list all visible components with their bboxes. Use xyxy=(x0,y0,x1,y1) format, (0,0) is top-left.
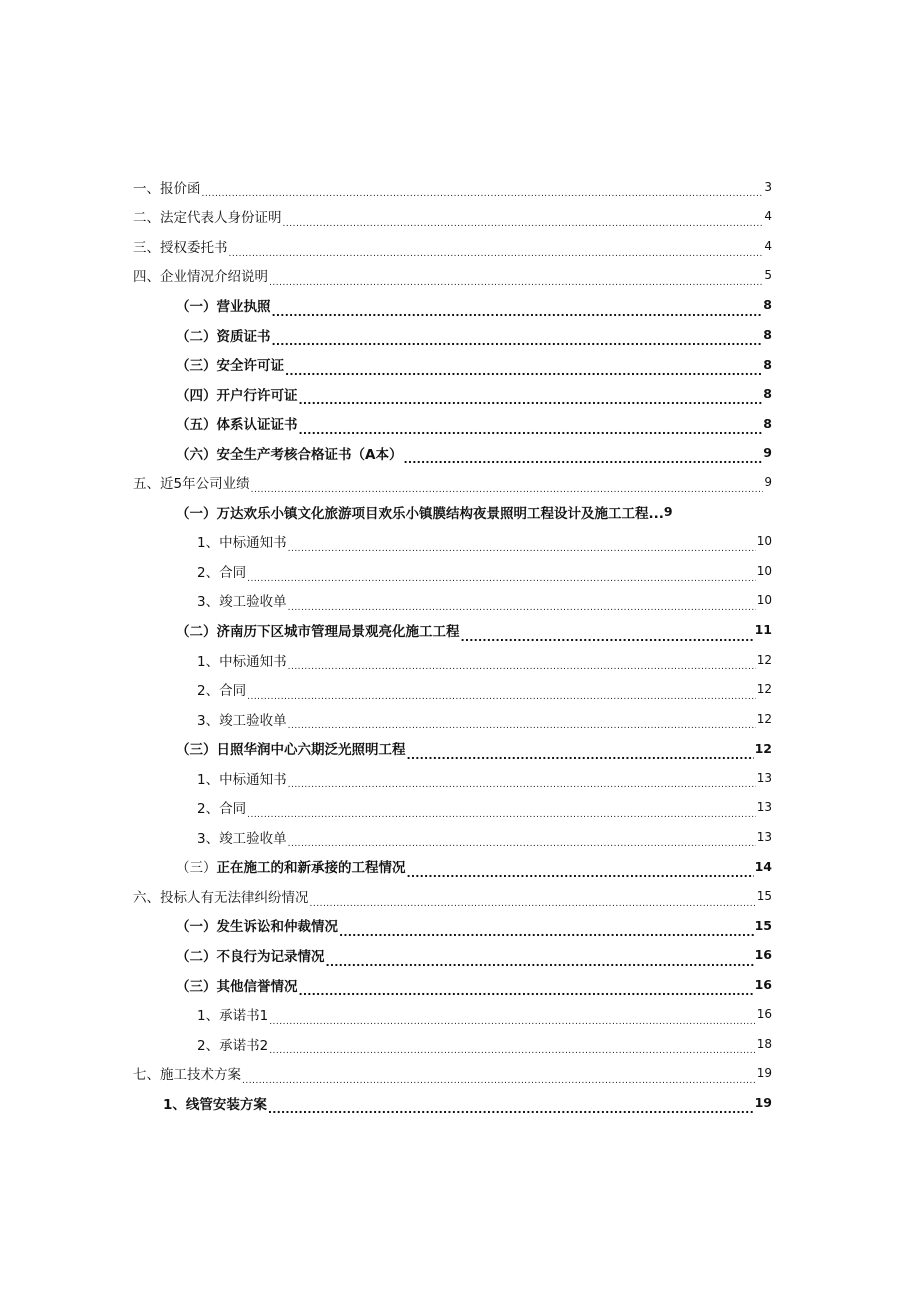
toc-entry-label: （二）不良行为记录情况 xyxy=(176,948,325,965)
toc-page-number: 12 xyxy=(756,652,772,667)
toc-dot-leader xyxy=(326,954,754,966)
toc-entry-label: （二）济南历下区城市管理局景观亮化施工工程 xyxy=(176,623,460,640)
toc-page-number: 13 xyxy=(756,800,772,815)
toc-entry-title: 正在施工的和新承接的工程情况 xyxy=(216,860,406,877)
toc-entry-label xyxy=(176,856,406,876)
toc-dot-leader xyxy=(269,1041,756,1053)
toc-dot-leader xyxy=(283,214,764,226)
toc-entry[interactable] xyxy=(0,497,920,527)
toc-dot-leader xyxy=(268,1101,754,1113)
toc-entry[interactable] xyxy=(0,438,920,468)
toc-entry-label: （三）其他信誉情况 xyxy=(176,978,298,995)
toc-dot-leader xyxy=(407,865,754,877)
toc-page-number: 11 xyxy=(754,622,772,638)
toc-dot-leader xyxy=(310,894,756,906)
toc-dot-leader xyxy=(269,1012,756,1024)
toc-page-number: 10 xyxy=(756,563,772,578)
toc-dot-leader xyxy=(202,184,764,196)
toc-dot-leader xyxy=(288,598,756,610)
toc-page-number: 8 xyxy=(763,356,772,372)
toc-entry-label: （三）安全许可证 xyxy=(176,358,284,375)
toc-entry[interactable] xyxy=(0,911,920,941)
toc-page-number: 8 xyxy=(763,415,772,431)
toc-entry[interactable] xyxy=(0,172,920,202)
toc-page-number: 15 xyxy=(754,917,772,933)
toc-page-number: 13 xyxy=(756,770,772,785)
toc-entry[interactable] xyxy=(0,704,920,734)
toc-entry-label: 2、合同 xyxy=(197,683,247,700)
toc-entry-label: 2、承诺书2 xyxy=(197,1037,269,1054)
toc-entry[interactable] xyxy=(0,202,920,232)
toc-dot-leader xyxy=(229,244,764,256)
toc-entry[interactable] xyxy=(0,408,920,438)
toc-entry[interactable] xyxy=(0,999,920,1029)
toc-entry[interactable] xyxy=(0,467,920,497)
toc-page-number: 12 xyxy=(756,682,772,697)
toc-page-number: 19 xyxy=(756,1066,772,1081)
toc-entry[interactable] xyxy=(0,970,920,1000)
toc-page-number: 16 xyxy=(754,977,772,993)
toc-entry-label: （四）开户行许可证 xyxy=(176,387,298,404)
toc-entry-label: 3、竣工验收单 xyxy=(197,594,287,611)
toc-entry-label: （一）万达欢乐小镇文化旅游项目欢乐小镇膜结构夜景照明工程设计及施工工程... xyxy=(176,505,664,522)
toc-page-number: 4 xyxy=(764,238,772,253)
toc-dot-leader xyxy=(288,657,756,669)
toc-dot-leader xyxy=(288,716,756,728)
table-of-contents xyxy=(0,172,920,1118)
toc-entry-label: 五、近5年公司业绩 xyxy=(133,476,250,493)
toc-entry-label: 1、中标通知书 xyxy=(197,535,287,552)
toc-page-number: 13 xyxy=(756,829,772,844)
toc-page-number: 9 xyxy=(663,504,673,520)
toc-entry[interactable] xyxy=(0,290,920,320)
toc-entry-label: 六、投标人有无法律纠纷情况 xyxy=(133,889,309,906)
toc-entry[interactable] xyxy=(0,792,920,822)
toc-page-number: 16 xyxy=(756,1007,772,1022)
toc-page-number: 14 xyxy=(754,858,772,874)
toc-dot-leader xyxy=(247,805,756,817)
toc-page-number: 19 xyxy=(754,1095,772,1111)
toc-page-number: 10 xyxy=(756,534,772,549)
toc-entry[interactable] xyxy=(0,261,920,291)
toc-entry[interactable] xyxy=(0,822,920,852)
toc-entry[interactable] xyxy=(0,320,920,350)
toc-dot-leader xyxy=(247,687,756,699)
toc-dot-leader xyxy=(247,569,756,581)
toc-dot-leader xyxy=(285,363,762,375)
toc-page-number: 9 xyxy=(764,475,772,490)
toc-entry[interactable] xyxy=(0,1029,920,1059)
toc-page-number: 5 xyxy=(764,268,772,283)
toc-dot-leader xyxy=(288,539,756,551)
toc-entry-label: （五）体系认证证书 xyxy=(176,417,298,434)
toc-dot-leader xyxy=(461,629,754,641)
toc-page-number: 4 xyxy=(764,209,772,224)
toc-page-number: 8 xyxy=(763,327,772,342)
toc-page-number: 9 xyxy=(763,445,772,461)
toc-entry-label: 1、中标通知书 xyxy=(197,771,287,788)
toc-entry[interactable] xyxy=(0,674,920,704)
toc-page-number: 12 xyxy=(754,740,772,756)
toc-entry-label: 四、企业情况介绍说明 xyxy=(133,269,268,286)
toc-dot-leader xyxy=(288,775,756,787)
toc-page-number: 10 xyxy=(756,593,772,608)
toc-entry[interactable] xyxy=(0,881,920,911)
toc-entry-label: 3、竣工验收单 xyxy=(197,830,287,847)
toc-entry[interactable] xyxy=(0,733,920,763)
toc-entry[interactable] xyxy=(0,231,920,261)
toc-entry[interactable] xyxy=(0,615,920,645)
toc-entry-label: 1、线管安装方案 xyxy=(163,1096,267,1113)
toc-dot-leader xyxy=(299,392,763,404)
toc-page-number: 8 xyxy=(763,297,772,313)
toc-entry-label: 一、报价函 xyxy=(133,180,201,197)
toc-dot-leader xyxy=(272,333,763,345)
toc-entry[interactable] xyxy=(0,1088,920,1118)
toc-dot-leader xyxy=(272,304,763,316)
toc-entry[interactable] xyxy=(0,645,920,675)
toc-entry-label: （二）资质证书 xyxy=(176,328,271,345)
toc-page-number: 3 xyxy=(764,179,772,194)
toc-entry-label: 3、竣工验收单 xyxy=(197,712,287,729)
toc-entry[interactable] xyxy=(0,852,920,882)
toc-entry-label: （三）日照华润中心六期泛光照明工程 xyxy=(176,742,406,759)
toc-page-number: 15 xyxy=(756,888,772,903)
toc-page-number: 12 xyxy=(756,711,772,726)
toc-page-number: 18 xyxy=(756,1036,772,1051)
toc-entry-label: 1、承诺书1 xyxy=(197,1008,269,1025)
toc-page-number: 8 xyxy=(763,386,772,402)
toc-entry-label: （一）发生诉讼和仲裁情况 xyxy=(176,919,338,936)
toc-dot-leader xyxy=(403,451,762,463)
toc-entry[interactable] xyxy=(0,379,920,409)
toc-entry[interactable] xyxy=(0,349,920,379)
toc-entry-label: 2、合同 xyxy=(197,801,247,818)
toc-entry-label: 三、授权委托书 xyxy=(133,239,228,256)
toc-dot-leader xyxy=(299,422,763,434)
toc-entry-label: 二、法定代表人身份证明 xyxy=(133,210,282,227)
toc-entry[interactable] xyxy=(0,763,920,793)
toc-dot-leader xyxy=(269,273,763,285)
toc-entry[interactable] xyxy=(0,1058,920,1088)
toc-entry[interactable] xyxy=(0,556,920,586)
toc-entry-label: 1、中标通知书 xyxy=(197,653,287,670)
toc-entry-label: 2、合同 xyxy=(197,564,247,581)
toc-dot-leader xyxy=(407,747,754,759)
toc-dot-leader xyxy=(251,480,764,492)
toc-page-number: 16 xyxy=(754,947,772,963)
toc-entry[interactable] xyxy=(0,527,920,557)
toc-entry-label: （一）营业执照 xyxy=(176,298,271,315)
toc-dot-leader xyxy=(299,983,754,995)
toc-entry-label: （六）安全生产考核合格证书（A本） xyxy=(176,446,403,463)
toc-entry-label: 七、施工技术方案 xyxy=(133,1067,241,1084)
toc-dot-leader xyxy=(242,1071,756,1083)
toc-entry[interactable] xyxy=(0,586,920,616)
toc-dot-leader xyxy=(288,834,756,846)
toc-dot-leader xyxy=(339,924,754,936)
toc-entry[interactable] xyxy=(0,940,920,970)
toc-entry-number: （三） xyxy=(176,860,217,877)
